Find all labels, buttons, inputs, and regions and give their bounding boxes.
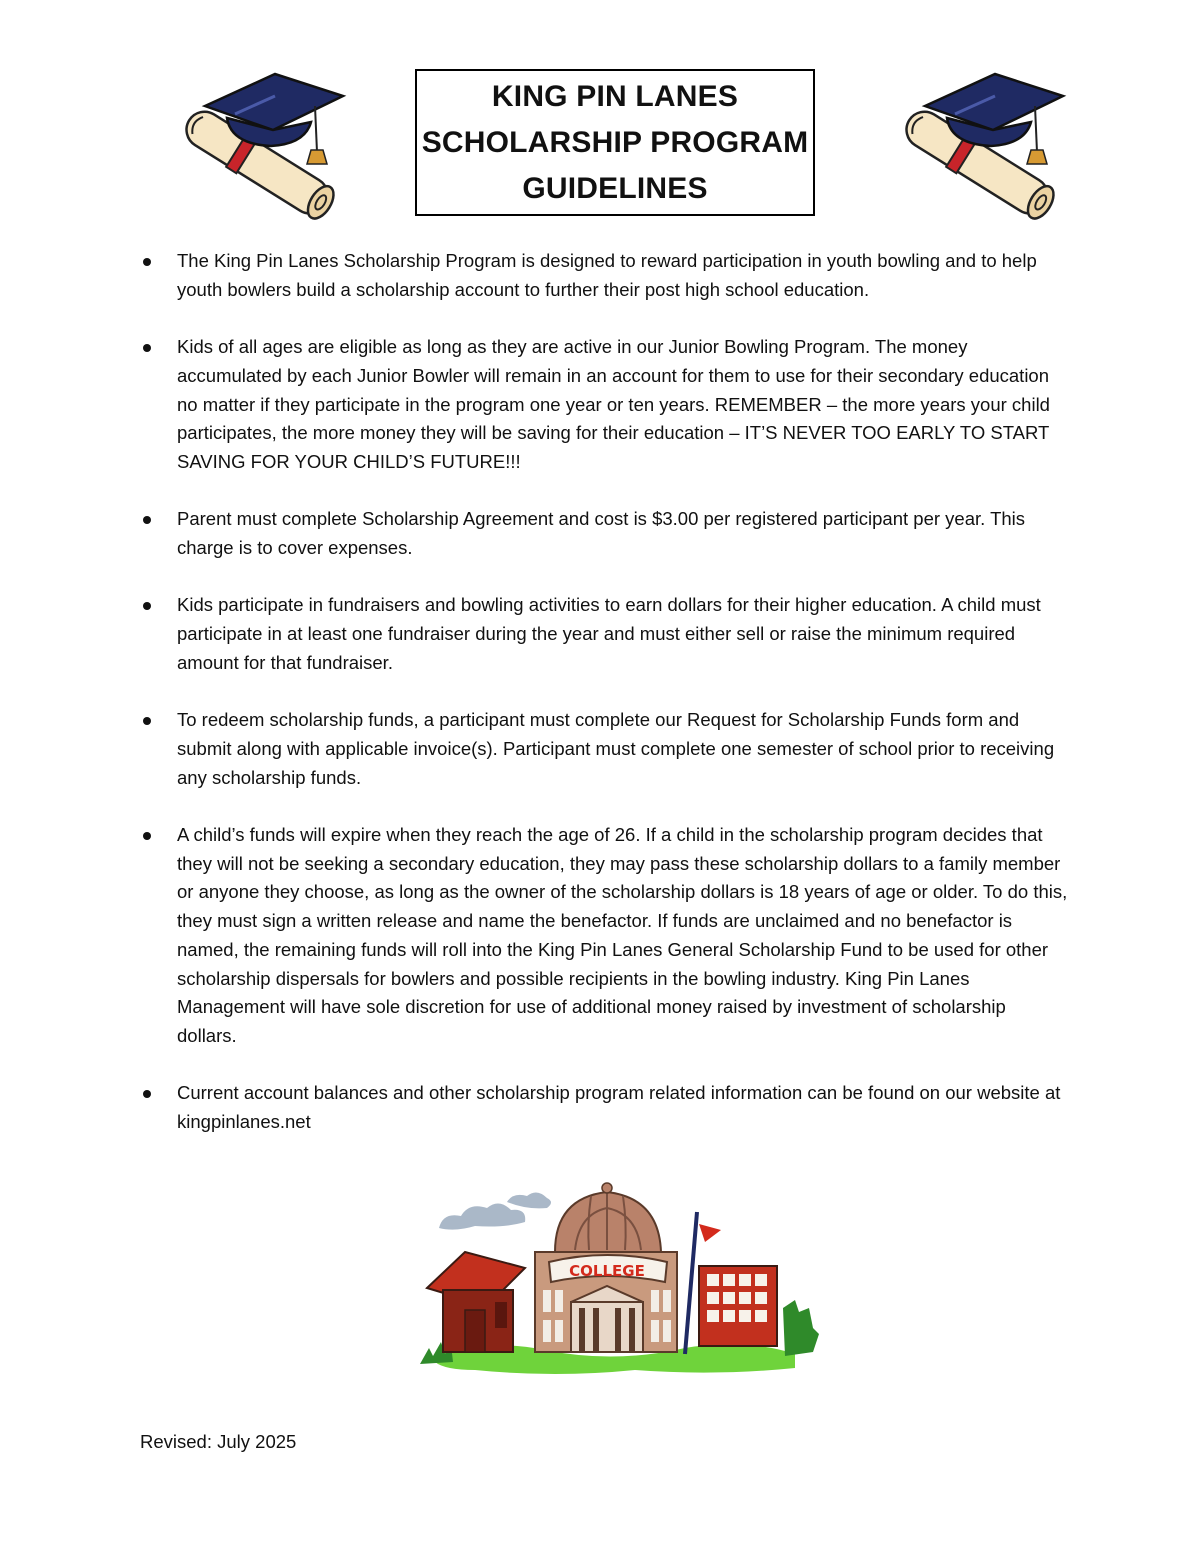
list-item [140,706,1070,792]
list-item [140,591,1070,677]
bullet-icon [143,258,151,266]
bullet-icon [143,344,151,352]
bullet-icon [143,832,151,840]
title-line-2: SCHOLARSHIP PROGRAM [421,125,809,159]
list-item [140,505,1070,562]
guidelines-list [140,247,1070,1165]
title-line-3: GUIDELINES [522,171,708,205]
list-item [140,247,1070,304]
college-sign-text: COLLEGE [569,1262,645,1280]
list-item-text: A child’s funds will expire when they reach the age of 26. If a child in the scholarship program decides that they will not be seeking a secondary education, they may pass these scholarship dollars to a family member or anyone they choose, as long as the owner of the scholarship dollars is 18 years of age or older. To do this, they must sign a written release and name the benefactor. If funds are unclaimed and no benefactor is named, the remaining funds will roll into the King Pin Lanes General Scholarship Fund to be used for other scholarship dispersals for bowlers and possible recipients in the bowling industry. King Pin Lanes Management will have sole discretion for use of additional money raised by investment of scholarship dollars. [177,823,1068,1046]
list-item [140,821,1070,1051]
list-item [140,333,1070,477]
list-item-text: Current account balances and other scholarship program related information can be found on our website at kingpinlanes.net [177,1082,1061,1132]
title-box [415,69,815,216]
list-item-text: Kids of all ages are eligible as long as they are active in our Junior Bowling Program. The money accumulated by each Junior Bowler will remain in an account for them to use for their secondary education no matter if they participate in the program one year or ten years. REMEMBER – the more years your child participates, the more money they will be saving for their education – IT’S NEVER TOO EARLY TO START SAVING FOR YOUR CHILD’S FUTURE!!! [177,336,1050,472]
list-item-text: To redeem scholarship funds, a participant must complete our Request for Scholarship Funds form and submit along with applicable invoice(s). Participant must complete one semester of school prior to receiving any scholarship funds. [177,709,1055,788]
bullet-icon [143,516,151,524]
list-item-text: Kids participate in fundraisers and bowling activities to earn dollars for their higher education. A child must participate in at least one fundraiser during the year and must either sell or raise the minimum required amount for that fundraiser. [177,594,1041,673]
bullet-icon [143,1090,151,1098]
list-item [140,1079,1070,1136]
graduation-cap-diploma-icon [165,66,350,226]
bullet-icon [143,602,151,610]
bullet-icon [143,717,151,725]
revised-date: Revised: July 2025 [140,1431,297,1452]
list-item-text: The King Pin Lanes Scholarship Program is designed to reward participation in youth bowling and to help youth bowlers build a scholarship account to further their post high school education. [177,250,1037,300]
college-building-illustration [415,1178,820,1378]
list-item-text: Parent must complete Scholarship Agreement and cost is $3.00 per registered participant per year. This charge is to cover expenses. [177,508,1026,558]
title-line-1: KING PIN LANES [491,79,739,113]
graduation-cap-diploma-icon [885,66,1070,226]
